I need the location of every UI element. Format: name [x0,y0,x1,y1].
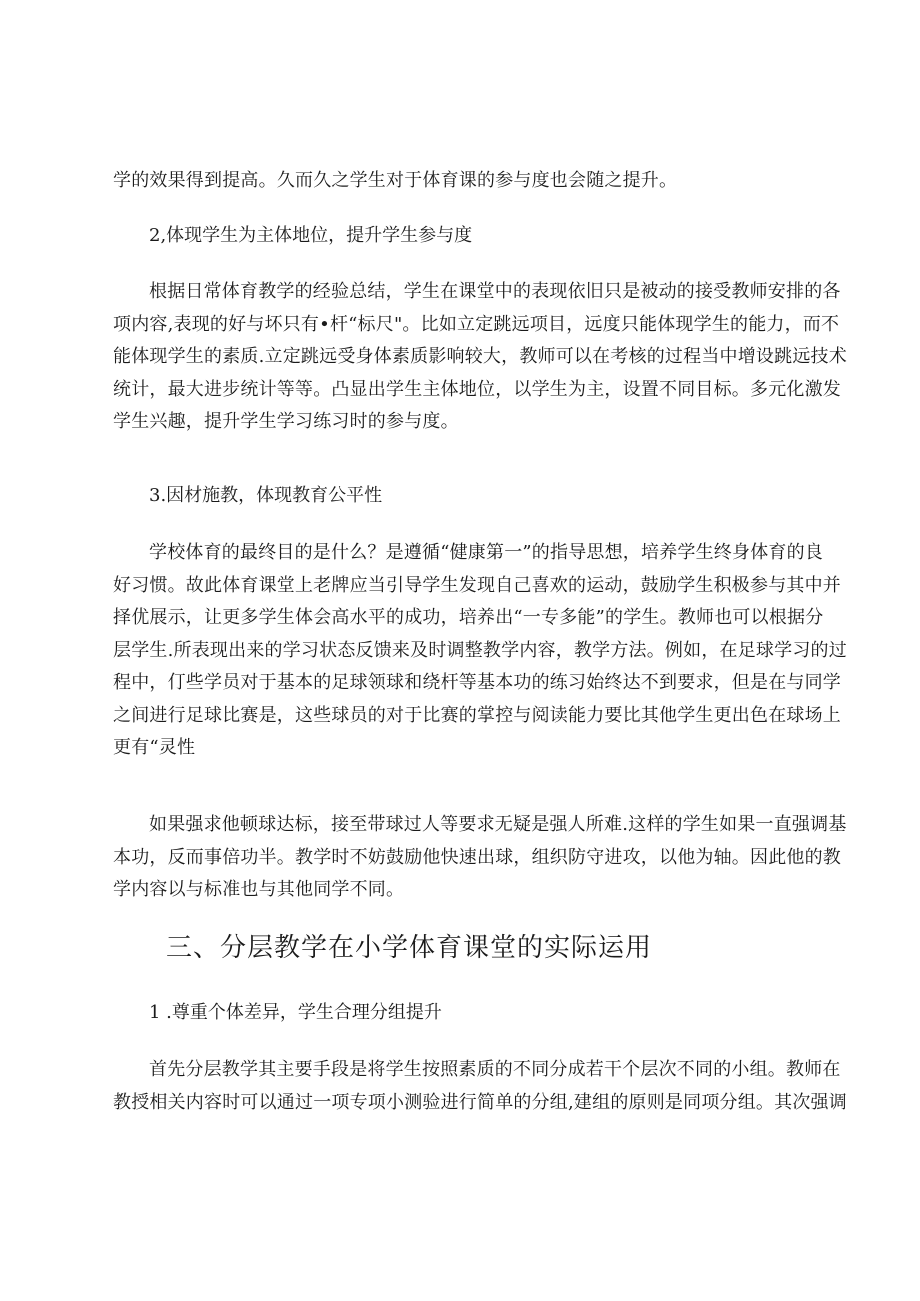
text-line: 根据日常体育教学的经验总结，学生在课堂中的表现依旧只是被动的接受教师安排的各 [149,281,841,302]
section-title: 三、分层教学在小学体育课堂的实际运用 [166,933,653,963]
paragraph-continuation [113,165,813,198]
paragraph-grouping [113,1054,847,1119]
text-line: 教授相关内容时可以通过一项专项小测验进行简单的分组,建组的原则是同项分组。其次强调 [113,1091,847,1113]
subheading-1: 1 .尊重个体差异，学生合理分组提升 [149,1002,442,1023]
text-line: 程中，仃些学员对于基本的足球领球和绕杆等基本功的练习始终达不到要求，但是在与同学 [113,672,841,693]
text-line: 更有“灵性 [113,737,196,758]
text-line: 之间进行足球比赛是，这些球员的对于比赛的掌控与阅读能力要比其他学生更出色在球场上 [113,704,841,726]
text-line: 本功，反而事倍功半。教学时不妨鼓励他快速出球，组织防守进攻，以他为轴。因此他的教 [113,846,841,868]
text-line: 层学生.所表现出来的学习状态反馈来及时调整教学内容，教学方法。例如，在足球学习的过 [113,639,847,661]
subheading-2: 2,体现学生为主体地位，提升学生参与度 [149,225,473,246]
text-line: 首先分层教学其主要手段是将学生按照素质的不同分成若干个层次不同的小组。教师在 [149,1059,841,1080]
paragraph-football-example [113,809,847,907]
paragraph-student-subject [113,276,847,439]
text-line: 能体现学生的素质.立定跳远受身体素质影响较大，教师可以在考核的过程当中增设跳远技术 [113,346,847,367]
subheading-3: 3.因材施教，体现教育公平性 [149,485,383,506]
text-line: 统计，最大进步统计等等。凸显出学生主体地位，以学生为主，设置不同目标。多元化激发 [113,378,841,400]
text-line: 学生兴趣，提升学生学习练习时的参与度。 [113,411,459,432]
text-line: 好习惯。故此体育课堂上老牌应当引导学生发现自己喜欢的运动，鼓励学生积极参与其中并 [113,574,841,596]
text-line: 择优展示，让更多学生体会高水平的成功，培养出“一专多能”的学生。教师也可以根据分 [113,607,824,628]
text-line: 学的效果得到提高。久而久之学生对于体育课的参与度也会随之提升。 [113,170,678,191]
text-line: 项内容,表现的好与坏只有•杆“标尺"。比如立定跳远项目，远度只能体现学生的能力，而不 [113,313,840,335]
text-line: 学内容以与标准也与其他同学不同。 [113,879,405,900]
paragraph-education-fairness [113,537,847,765]
text-line: 如果强求他顿球达标，接至带球过人等要求无疑是强人所难.这样的学生如果一直强调基 [149,814,847,835]
text-line: 学校体育的最终目的是什么？是遵循“健康第一”的指导思想，培养学生终身体育的良 [149,542,824,563]
